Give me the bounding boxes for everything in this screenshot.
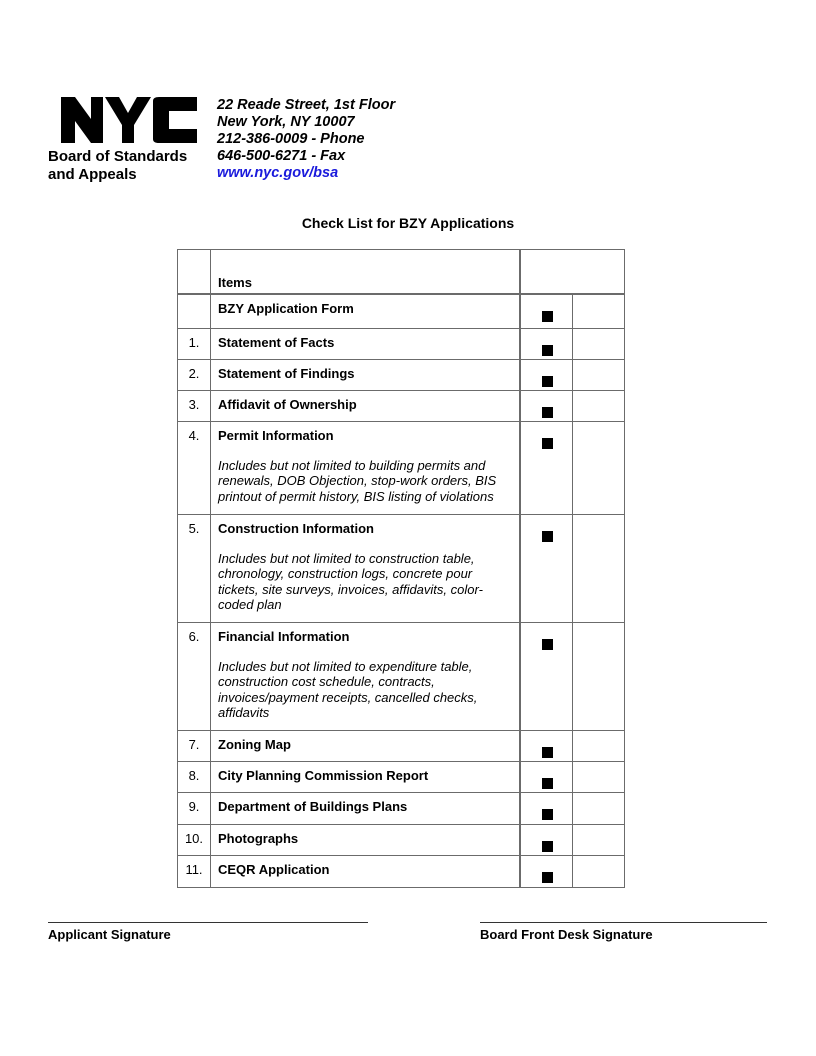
table-row (178, 824, 625, 855)
table-row (178, 390, 625, 421)
item-name: Department of Buildings Plans (218, 798, 408, 814)
checkbox[interactable] (542, 841, 553, 852)
checkbox-cell[interactable] (520, 761, 573, 792)
phone: 212-386-0009 - Phone (217, 131, 365, 147)
blank-cell (573, 824, 625, 855)
item-cell (211, 730, 521, 761)
checkbox[interactable] (542, 376, 553, 387)
blank-cell (573, 855, 625, 887)
address-line-2: New York, NY 10007 (217, 114, 355, 130)
blank-cell (573, 328, 625, 359)
address-line-1: 22 Reade Street, 1st Floor (217, 97, 396, 113)
item-cell (211, 824, 521, 855)
table-row (178, 359, 625, 390)
item-number: 10. (178, 824, 211, 855)
header-num-cell (178, 250, 211, 295)
item-name: Statement of Findings (218, 365, 355, 381)
blank-cell (573, 421, 625, 514)
checkbox-cell[interactable] (520, 824, 573, 855)
table-row (178, 761, 625, 792)
blank-cell (573, 761, 625, 792)
item-description: Includes but not limited to construction table, chronology, construction logs, concrete pour tickets, site surveys, invoices, affidavits, color-coded plan (218, 550, 483, 612)
table-row (178, 792, 625, 824)
checkbox-cell[interactable] (520, 294, 573, 328)
item-number: 9. (178, 792, 211, 824)
blank-cell (573, 359, 625, 390)
item-number: 11. (178, 855, 211, 887)
item-cell (211, 421, 521, 514)
item-number: 1. (178, 328, 211, 359)
checkbox-cell[interactable] (520, 792, 573, 824)
item-cell (211, 294, 521, 328)
checkbox-cell[interactable] (520, 328, 573, 359)
item-name: Statement of Facts (218, 334, 335, 350)
applicant-signature-label: Applicant Signature (48, 927, 171, 942)
checkbox-cell[interactable] (520, 514, 573, 622)
board-signature-label: Board Front Desk Signature (480, 927, 653, 942)
item-name: Construction Information (218, 520, 374, 536)
item-cell (211, 328, 521, 359)
item-cell (211, 390, 521, 421)
item-name: CEQR Application (218, 861, 330, 877)
table-row (178, 730, 625, 761)
checkbox[interactable] (542, 809, 553, 820)
checkbox-cell[interactable] (520, 855, 573, 887)
contact-block (217, 97, 395, 182)
checkbox-cell[interactable] (520, 622, 573, 730)
item-name: City Planning Commission Report (218, 767, 429, 783)
org-line-1: Board of Standards (48, 148, 188, 165)
item-cell (211, 514, 521, 622)
item-number: 3. (178, 390, 211, 421)
blank-cell (573, 294, 625, 328)
table-row (178, 294, 625, 328)
item-name: Financial Information (218, 628, 350, 644)
item-cell (211, 622, 521, 730)
item-name: Affidavit of Ownership (218, 396, 357, 412)
checkbox-cell[interactable] (520, 390, 573, 421)
page-title: Check List for BZY Applications (301, 215, 515, 231)
item-name: BZY Application Form (218, 301, 354, 316)
table-header-row (178, 250, 625, 295)
blank-cell (573, 390, 625, 421)
item-name: Permit Information (218, 427, 334, 443)
website-link[interactable]: www.nyc.gov/bsa (217, 165, 339, 181)
checkbox-cell[interactable] (520, 730, 573, 761)
checkbox[interactable] (542, 407, 553, 418)
org-line-2: and Appeals (48, 166, 137, 183)
checkbox[interactable] (542, 531, 553, 542)
item-number: 6. (178, 622, 211, 730)
item-cell (211, 792, 521, 824)
table-row (178, 622, 625, 730)
blank-cell (573, 730, 625, 761)
checkbox[interactable] (542, 345, 553, 356)
item-number: 2. (178, 359, 211, 390)
blank-cell (573, 514, 625, 622)
checklist-table (177, 249, 625, 888)
table-row (178, 421, 625, 514)
item-description: Includes but not limited to expenditure table, construction cost schedule, contracts, invoices/payment receipts, cancelled checks, affidavits (218, 658, 478, 720)
blank-cell (573, 622, 625, 730)
checkbox-cell[interactable] (520, 421, 573, 514)
item-cell (211, 359, 521, 390)
item-name: Photographs (218, 830, 299, 846)
header-check-cell (520, 250, 625, 295)
item-cell (211, 761, 521, 792)
checkbox[interactable] (542, 438, 553, 449)
checkbox[interactable] (542, 778, 553, 789)
item-description: Includes but not limited to building permits and renewals, DOB Objection, stop-work orders, BIS printout of permit history, BIS listing of violations (218, 457, 497, 504)
checkbox[interactable] (542, 872, 553, 883)
checkbox[interactable] (542, 311, 553, 322)
item-number (178, 294, 211, 328)
item-cell (211, 855, 521, 887)
organization-name (48, 148, 187, 184)
checkbox[interactable] (542, 639, 553, 650)
table-row (178, 514, 625, 622)
item-name: Zoning Map (218, 736, 291, 752)
item-number: 5. (178, 514, 211, 622)
nyc-logo-mark (61, 97, 201, 143)
board-signature-line[interactable] (480, 922, 767, 923)
table-row (178, 855, 625, 887)
table-row (178, 328, 625, 359)
item-number: 7. (178, 730, 211, 761)
blank-cell (573, 792, 625, 824)
checkbox-cell[interactable] (520, 359, 573, 390)
item-number: 4. (178, 421, 211, 514)
header-items: Items (211, 250, 521, 295)
nyc-logo (61, 97, 201, 148)
item-number: 8. (178, 761, 211, 792)
checkbox[interactable] (542, 747, 553, 758)
applicant-signature-line[interactable] (48, 922, 368, 923)
fax: 646-500-6271 - Fax (217, 148, 346, 164)
